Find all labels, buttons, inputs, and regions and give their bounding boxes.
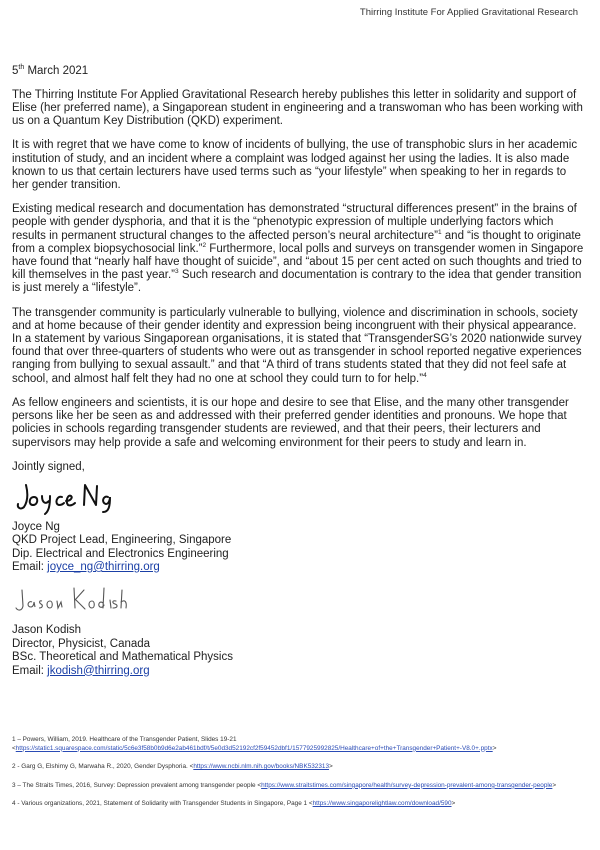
letter-body: [12, 64, 584, 684]
handwritten-signature-icon: [12, 477, 142, 517]
signer-name: Jason Kodish: [12, 624, 82, 637]
signer-role: Director, Physicist, Canada: [12, 637, 151, 650]
closing-line: Jointly signed,: [12, 460, 85, 473]
footnote-2: 2 - Garg G, Elshimy G, Marwaha R., 2020, Gender Dysphoria. <https://www.ncbi.nlm.nih.gov/books/NBK532313>: [12, 763, 333, 771]
letter-date: 5th March 2021: [12, 64, 89, 77]
paragraph-research: Existing medical research and documentation has demonstrated “structural differences present” in the brains of people with gender dysphoria, and that it is the “phenotypic expression of multiple underlying factors which results in permanent structural changes to the affected person’s neural architecture”$^1$ and “is thought to originate from a complex biopsychosocial link.”$^2$ Furthermore, local polls and surveys on transgender women in Singapore have found that “nearly half have thought of suicide”, and “about 15 per cent acted on such thoughts and tried to kill themselves in the past year.”$^3$ Such research and documentation is contrary to the idea that gender transition is just merely a “lifestyle”.: [12, 203, 584, 295]
footnote-4-link[interactable]: https://www.singaporelightlaw.com/download/590: [312, 800, 452, 808]
signature-jason-kodish: [12, 580, 584, 624]
email-link-joyce-ng[interactable]: joyce_ng@thirring.org: [47, 560, 160, 573]
footnote-3-link[interactable]: https://www.straitstimes.com/singapore/health/survey-depression-prevalent-among-transgender-people: [261, 781, 553, 789]
footnote-ref-1[interactable]: 1: [437, 228, 442, 236]
footnote-ref-4[interactable]: 4: [423, 371, 427, 379]
footnote-ref-3[interactable]: 3: [175, 268, 179, 276]
organization-header: Thirring Institute For Applied Gravitational Research: [359, 7, 578, 18]
footnote-ref-2[interactable]: 2: [202, 242, 207, 250]
signer-email-line: Email: jkodish@thirring.org: [12, 664, 150, 677]
signature-joyce-ng: [12, 477, 584, 521]
handwritten-signature-icon: [12, 580, 142, 620]
signer-qualification: Dip. Electrical and Electronics Engineering: [12, 547, 229, 560]
signer-role: QKD Project Lead, Engineering, Singapore: [12, 534, 232, 547]
footnote-2-link[interactable]: https://www.ncbi.nlm.nih.gov/books/NBK532313: [193, 763, 330, 771]
footnote-1: 1 – Powers, William, 2019. Healthcare of the Transgender Patient, Slides 19-21 <https://static1.squarespace.com/static/5c6e3f58b0b9d6e2ab461bdf/t/5e0d3d52192cf2f59452dbf1/1577925992825/Healthcare+of+the+Transgender+Patient+-V8.0+.pptx>: [12, 736, 497, 752]
email-link-jason-kodish[interactable]: jkodish@thirring.org: [47, 664, 150, 677]
signer-qualification: BSc. Theoretical and Mathematical Physics: [12, 651, 233, 664]
footnote-3: 3 – The Straits Times, 2016, Survey: Depression prevalent among transgender people <https://www.straitstimes.com/singapore/health/survey-depression-prevalent-among-transgender-people>: [12, 781, 557, 789]
signer-email-line: Email: joyce_ng@thirring.org: [12, 560, 160, 573]
paragraph-incidents: It is with regret that we have come to know of incidents of bullying, the use of transphobic slurs in her academic institution of study, and an incident where a complaint was lodged against her using the ladies. It is also made known to us that certain lecturers have used terms such as “your lifestyle” when speaking to her in regards to her gender transition.: [12, 139, 578, 192]
footnotes: [12, 736, 592, 819]
footnote-4: 4 - Various organizations, 2021, Statement of Solidarity with Transgender Students in Singapore, Page 1 <https://www.singaporelightlaw.com/download/590>: [12, 800, 456, 808]
paragraph-vulnerability: The transgender community is particularly vulnerable to bullying, violence and discrimination in schools, society and at home because of their gender identity and expression being incongruent with their physical appearance. In a statement by various Singaporean organisations, it is stated that “TransgenderSG’s 2020 nationwide survey found that over three-quarters of students who were out as transgender in school reported negative experiences ranging from bullying to sexual assault.” and that “A third of trans students stated that they did not feel safe at school, and almost half felt they had no one at school they could turn to for help.”$^4$: [12, 306, 582, 385]
signer-block-jason-kodish: [12, 624, 584, 678]
paragraph-hope: As fellow engineers and scientists, it is our hope and desire to see that Elise, and the many other transgender persons like her be seen as and addressed with their preferred gender identities and pronouns. We hope that policies in schools regarding transgender students are reviewed, and that their peers, their lecturers and supervisors may help provide a safe and welcoming environment for their peers to study and learn in.: [12, 396, 569, 449]
paragraph-intro: The Thirring Institute For Applied Gravitational Research hereby publishes this letter in solidarity and support of Elise (her preferred name), a Singaporean student in engineering and a transwoman who has been working with us on a Quantum Key Distribution (QKD) experiment.: [12, 88, 583, 128]
signer-block-joyce-ng: [12, 521, 584, 575]
footnote-1-link[interactable]: https://static1.squarespace.com/static/5c6e3f58b0b9d6e2ab461bdf/t/5e0d3d52192cf2f59452dbf1/1577925992825/Healthcare+of+the+Transgender+Patient+-V8.0+.pptx: [15, 744, 493, 752]
signer-name: Joyce Ng: [12, 520, 60, 533]
